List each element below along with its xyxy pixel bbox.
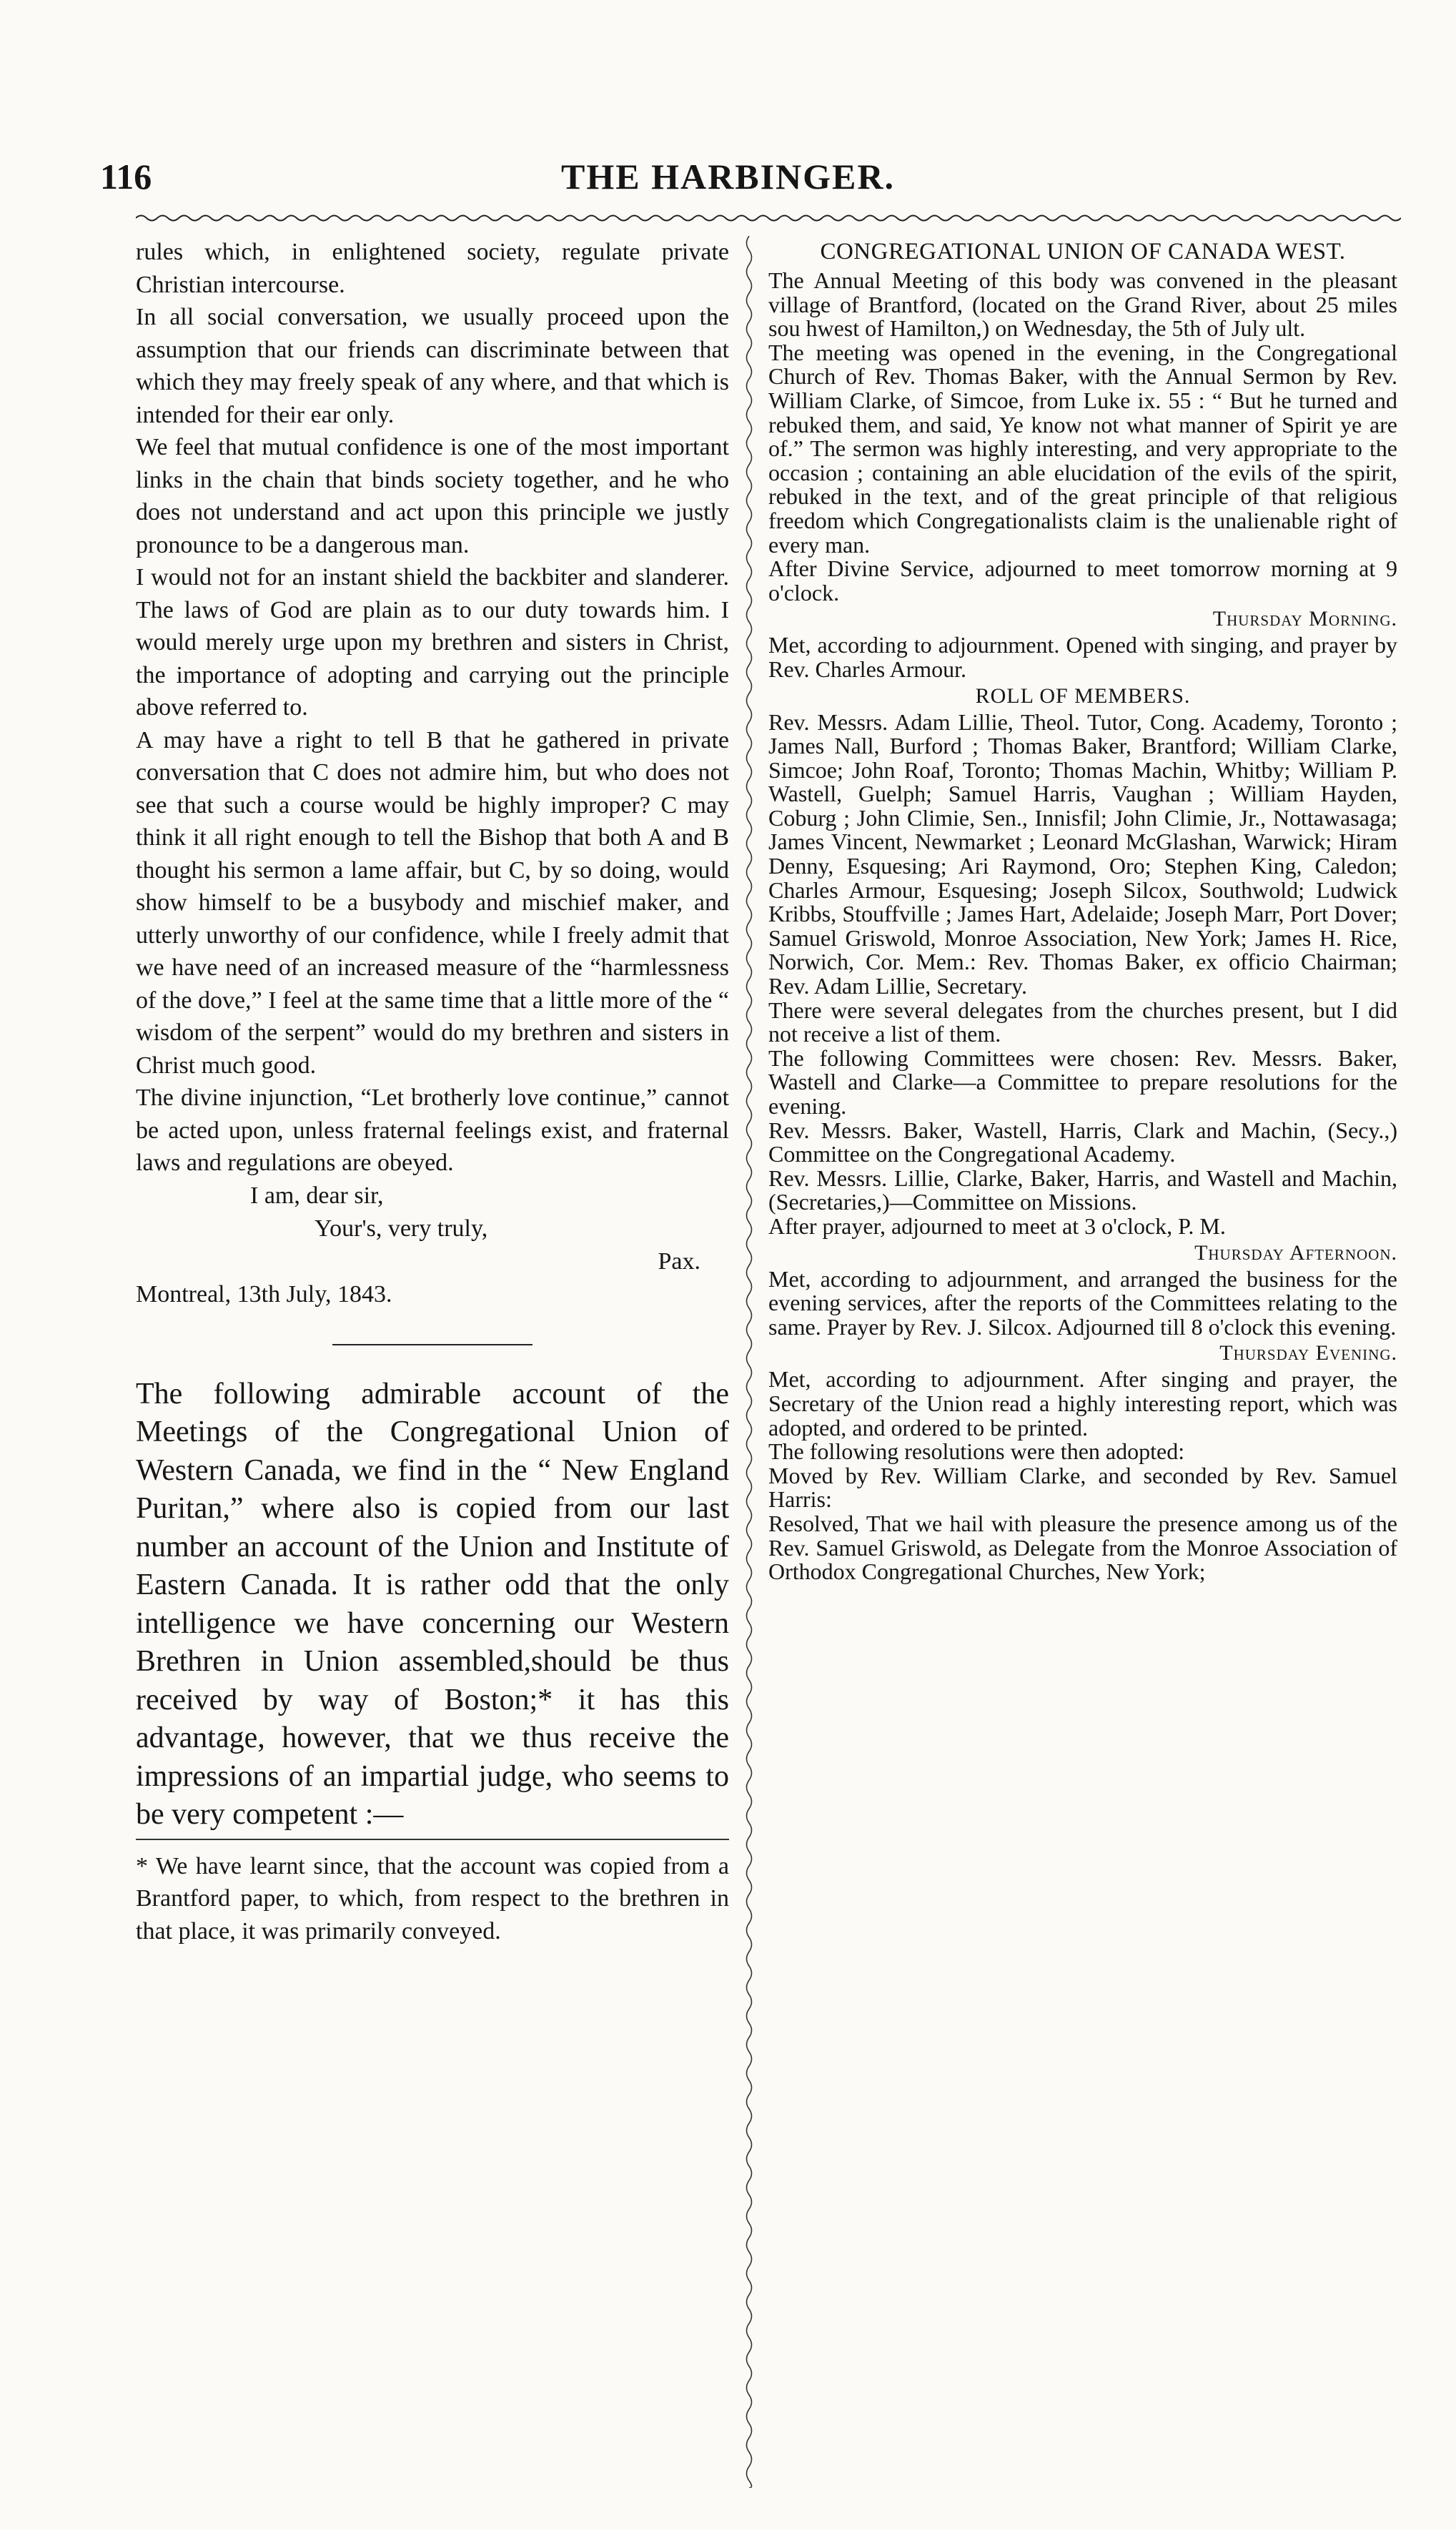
closing-2: Your's, very truly, (315, 1215, 488, 1242)
paragraph: The meeting was opened in the evening, in the Congregational Church of Rev. Thomas Baker, with the Annual Sermon by Rev. William Clarke, of Simcoe, from Luke ix. 55 : “ But he turned and rebuked them, and said, Ye know not what manner of Spirit ye are of.” The sermon was highly interesting, and very appropriate to the occasion ; containing an able elucidation of the evils of the spirit, rebuked in the text, and of the great principle of that religious freedom which Congregationalists claim is the unalienable right of every man. (768, 339, 1397, 558)
place-date: Montreal, 13th July, 1843. (136, 1280, 392, 1308)
paragraph: After prayer, adjourned to meet at 3 o'clock, P. M. (768, 1212, 1226, 1239)
paragraph: Met, according to adjournment. After singing and prayer, the Secretary of the Union read a highly interesting report, which was adopted, and ordered to be printed. (768, 1366, 1397, 1441)
column-divider (741, 236, 757, 2488)
paragraph: Rev. Messrs. Lillie, Clarke, Baker, Harris, and Wastell and Machin, (Secretaries,)—Committee on Missions. (768, 1165, 1397, 1215)
heading-thursday-morning: Thursday Morning. (1212, 607, 1397, 631)
paragraph: The following resolutions were then adopted: (768, 1438, 1185, 1465)
paragraph: I would not for an instant shield the backbiter and slanderer. The laws of God are plain as to our duty towards him. I would merely urge upon my brethren and sisters in Christ, the importance of adopting and carrying out the principle above referred to. (136, 564, 729, 721)
footnote-rule (136, 1839, 729, 1840)
introduction (136, 1375, 729, 1834)
paragraph: Resolved, That we hail with pleasure the presence among us of the Rev. Samuel Griswold, as Delegate from the Monroe Association of Orthodox Congregational Churches, New York; (768, 1510, 1397, 1585)
letter-body (136, 236, 729, 1180)
paragraph: The Annual Meeting of this body was convened in the pleasant village of Brantford, (located on the Grand River, about 25 miles sou hwest of Hamilton,) on Wednesday, the 5th of July ult. (768, 267, 1397, 342)
page-number: 116 (100, 157, 152, 197)
paragraph: rules which, in enlightened society, regulate private Christian intercourse. (136, 239, 729, 298)
article-title: CONGREGATIONAL UNION OF CANADA WEST. (820, 239, 1346, 265)
left-column (136, 236, 729, 1950)
wavy-rule (136, 213, 1401, 223)
paragraph: Met, according to adjournment. Opened with singing, and prayer by Rev. Charles Armour. (768, 632, 1397, 682)
paragraph: Rev. Messrs. Baker, Wastell, Harris, Clark and Machin, (Secy.,) Committee on the Congregational Academy. (768, 1117, 1397, 1167)
paragraph: In all social conversation, we usually proceed upon the assumption that our friends can discriminate between that which they may freely speak of any where, and that which is intended for their ear only. (136, 304, 729, 428)
right-column (768, 236, 1397, 1584)
closing: I am, dear sir, (250, 1182, 384, 1209)
heading-thursday-afternoon: Thursday Afternoon. (1194, 1240, 1397, 1265)
intro-paragraph: The following admirable account of the Meetings of the Congregational Union of Western Canada, we find in the “ New England Puritan,” where also is copied from our last number an account of the Union and Institute of Eastern Canada. It is rather odd that the only intelligence we have concerning our Western Brethren in Union assembled,should be thus received by way of Boston;* it has this advantage, however, that we thus receive the impressions of an impartial judge, who seems to be very competent :— (136, 1377, 729, 1831)
running-title: THE HARBINGER. (561, 157, 895, 197)
paragraph: A may have a right to tell B that he gathered in private conversation that C does not admire him, but who does not see that such a course would be highly improper? C may think it all right enough to tell the Bishop that both A and B thought his sermon a lame affair, but C, by so doing, would show himself to be a busybody and mischief maker, and utterly unworthy of our confidence, while I freely admit that we have need of an increased measure of the “harmlessness of the dove,” I feel at the same time that a little more of the “ wisdom of the serpent” would do my brethren and sisters in Christ much good. (136, 726, 729, 1079)
letter-signoff (136, 1180, 729, 1311)
signature: Pax. (658, 1247, 700, 1275)
paragraph: After Divine Service, adjourned to meet tomorrow morning at 9 o'clock. (768, 555, 1397, 606)
paragraph: Met, according to adjournment, and arranged the business for the evening services, after the reports of the Committees relating to the same. Prayer by Rev. J. Silcox. Adjourned till 8 o'clock this evening. (768, 1265, 1397, 1340)
section-rule (332, 1344, 533, 1345)
heading-roll-of-members: ROLL OF MEMBERS. (975, 683, 1191, 708)
footnote: * We have learnt since, that the account was copied from a Brantford paper, to which, from respect to the brethren in that place, it was primarily conveyed. (136, 1852, 729, 1945)
paragraph: There were several delegates from the churches present, but I did not receive a list of them. (768, 997, 1397, 1047)
heading-thursday-evening: Thursday Evening. (1219, 1341, 1397, 1365)
paragraph: Moved by Rev. William Clarke, and seconded by Rev. Samuel Harris: (768, 1462, 1397, 1513)
paragraph: We feel that mutual confidence is one of the most important links in the chain that binds society together, and he who does not understand and act upon this principle we justly pronounce to be a dangerous man. (136, 434, 729, 558)
roll-of-members: Rev. Messrs. Adam Lillie, Theol. Tutor, Cong. Academy, Toronto ; James Nall, Burford ; Thomas Baker, Brantford; William Clarke, Simcoe; John Roaf, Toronto; Thomas Machin, Whitby; William P. Wastell, Guelph; Samuel Harris, Vaughan ; William Hayden, Coburg ; John Climie, Sen., Innisfil; John Climie, Jr., Nottawasaga; James Vincent, Newmarket ; Leonard McGlashan, Warwick; Hiram Denny, Esquesing; Ari Raymond, Oro; Stephen King, Caledon; Charles Armour, Esquesing; Joseph Silcox, Southwold; Ludwick Kribbs, Stouffville ; James Hart, Adelaide; Joseph Marr, Port Dover; Samuel Griswold, Monroe Association, New York; James H. Rice, Norwich, Cor. Mem.: Rev. Thomas Baker, ex officio Chairman; Rev. Adam Lillie, Secretary. (768, 708, 1397, 999)
paragraph: The following Committees were chosen: Rev. Messrs. Baker, Wastell and Clarke—a Committee to prepare resolutions for the evening. (768, 1044, 1397, 1119)
paragraph: The divine injunction, “Let brotherly love continue,” cannot be acted upon, unless fraternal feelings exist, and fraternal laws and regulations are obeyed. (136, 1084, 729, 1176)
